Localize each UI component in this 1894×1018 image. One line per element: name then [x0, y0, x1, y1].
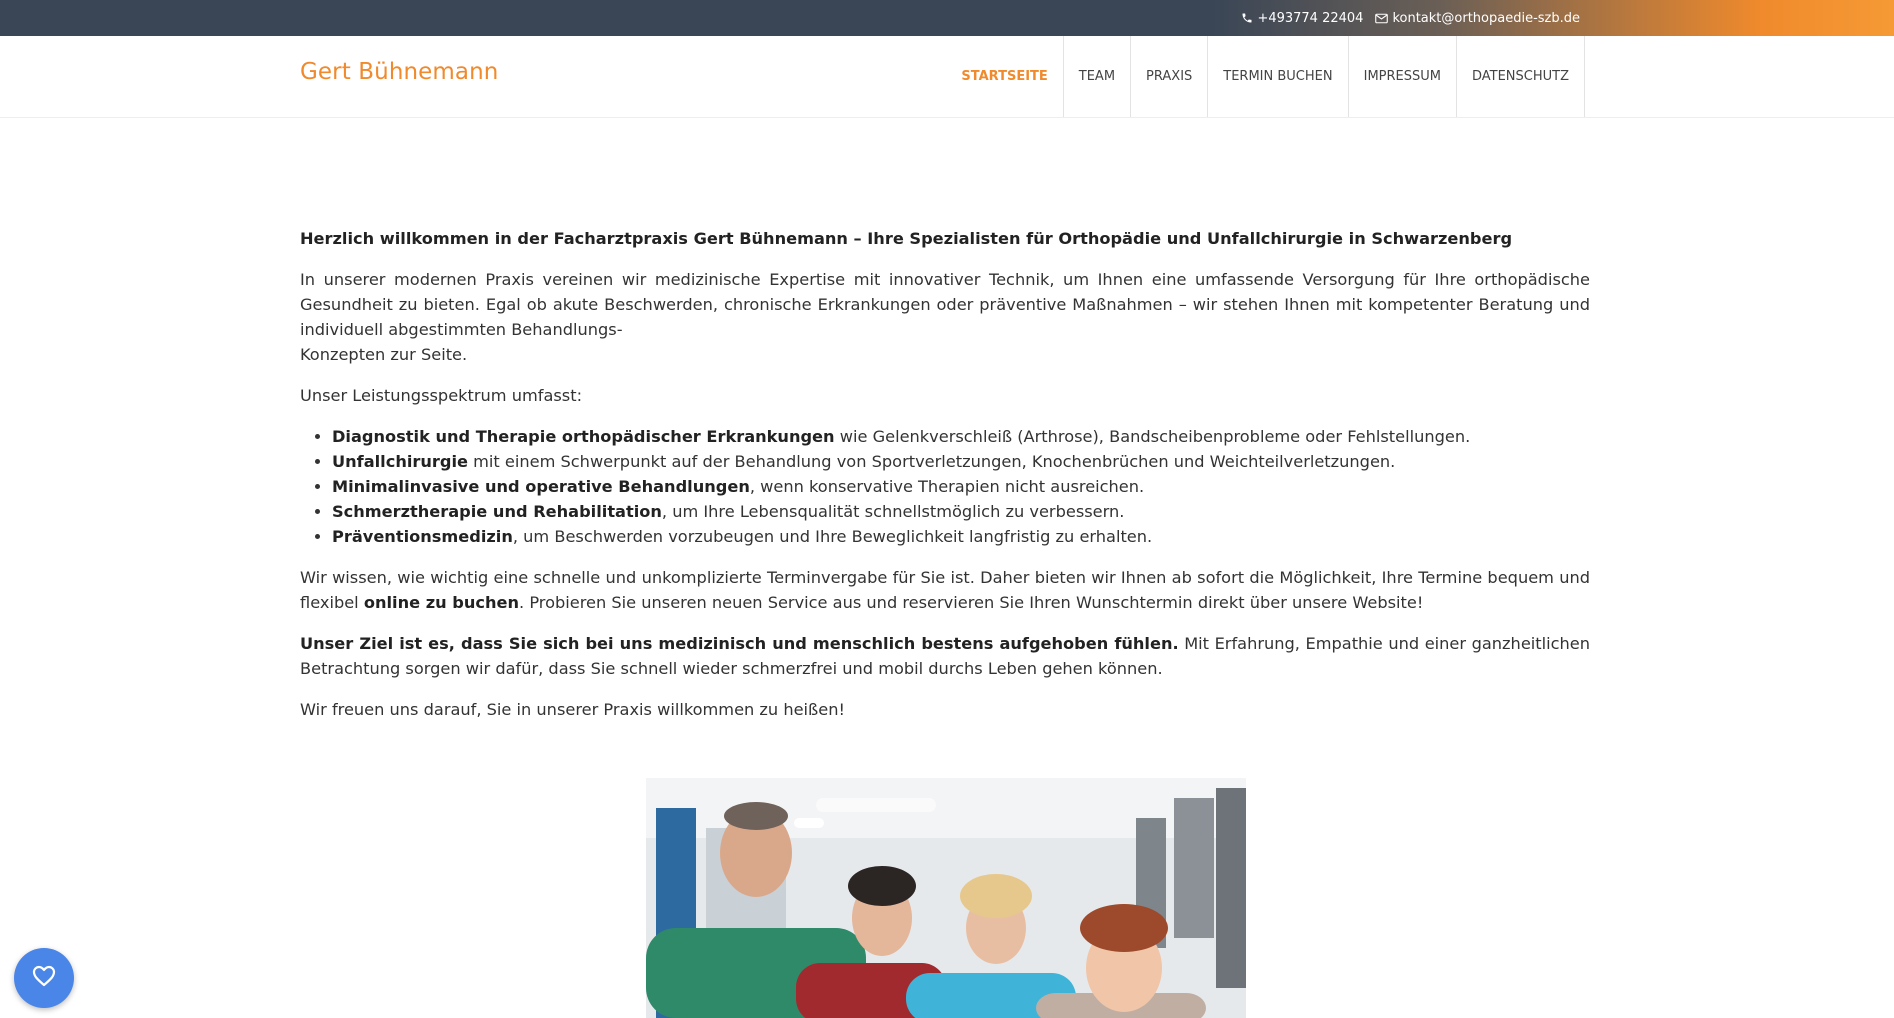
list-item [332, 524, 1590, 549]
list-item [332, 499, 1590, 524]
service-text: , um Ihre Lebensqualität schnellstmöglich zu verbessern. [661, 502, 1125, 521]
service-title: Diagnostik und Therapie orthopädischer Erkrankungen [332, 427, 835, 446]
service-title: Unfallchirurgie [332, 452, 469, 471]
heart-icon [32, 965, 56, 991]
services-list [300, 424, 1590, 549]
service-title: Minimalinvasive und operative Behandlungen [332, 477, 750, 496]
service-title: Schmerztherapie und Rehabilitation [332, 502, 662, 521]
list-item [332, 449, 1590, 474]
booking-paragraph [300, 565, 1590, 615]
list-item [332, 424, 1590, 449]
nav-item-datenschutz[interactable]: DATENSCHUTZ [1457, 36, 1585, 117]
main-content [300, 226, 1590, 738]
nav-item-impressum[interactable]: IMPRESSUM [1349, 36, 1457, 117]
online-booking-link[interactable]: online zu buchen [363, 593, 520, 612]
service-text: , wenn konservative Therapien nicht ausreichen. [749, 477, 1145, 496]
service-title: Präventionsmedizin [332, 527, 513, 546]
phone-icon [1241, 12, 1253, 24]
goal-bold: Unser Ziel ist es, dass Sie sich bei uns medizinisch und menschlich bestens aufgehoben fühlen. [300, 634, 1179, 653]
service-text: wie Gelenkverschleiß (Arthrose), Bandscheibenprobleme oder Fehlstellungen. [834, 427, 1471, 446]
services-heading: Unser Leistungsspektrum umfasst: [300, 386, 583, 405]
phone-link[interactable] [1241, 11, 1363, 26]
list-item [332, 474, 1590, 499]
intro-heading: Herzlich willkommen in der Facharztpraxis Gert Bühnemann – Ihre Spezialisten für Orthopädie und Unfallchirurgie in Schwarzenberg [300, 229, 1513, 248]
site-header [0, 36, 1894, 118]
envelope-icon [1375, 13, 1388, 24]
nav-item-praxis[interactable]: PRAXIS [1131, 36, 1208, 117]
main-nav [946, 36, 1585, 117]
closing-paragraph: Wir freuen uns darauf, Sie in unserer Praxis willkommen zu heißen! [300, 700, 845, 719]
service-text: , um Beschwerden vorzubeugen und Ihre Beweglichkeit langfristig zu erhalten. [512, 527, 1153, 546]
goal-text: Mit Erfahrung, Empathie und einer ganzheitlichen Betrachtung sorgen wir dafür, dass Sie schnell wieder schmerzfrei und mobil durchs Leben gehen können. [300, 634, 1590, 678]
favorite-button[interactable] [14, 948, 74, 1008]
contact-list [1241, 0, 1580, 36]
nav-item-termin-buchen[interactable]: TERMIN BUCHEN [1208, 36, 1348, 117]
nav-item-startseite[interactable]: STARTSEITE [946, 36, 1063, 117]
email-link[interactable] [1375, 11, 1580, 26]
site-logo[interactable]: Gert Bühnemann [300, 59, 499, 85]
booking-text-end: . Probieren Sie unseren neuen Service aus und reservieren Sie Ihren Wunschtermin direkt über unsere Website! [519, 593, 1424, 612]
intro-paragraph [300, 267, 1590, 367]
team-photo-illustration [646, 778, 1246, 1018]
service-text: mit einem Schwerpunkt auf der Behandlung von Sportverletzungen, Knochenbrüchen und Weichteilverletzungen. [468, 452, 1396, 471]
goal-paragraph [300, 631, 1590, 681]
phone-number: +493774 22404 [1257, 10, 1364, 26]
intro-text: In unserer modernen Praxis vereinen wir medizinische Expertise mit innovativer Technik, um Ihnen eine umfassende Versorgung für Ihre orthopädische Gesundheit zu bieten. Egal ob akute Beschwerden, chronische Erkrankungen oder präventive Maßnahmen – wir stehen Ihnen mit kompetenter Beratung und individuell abgestimmten Behandlungs- [300, 270, 1590, 339]
team-photo [646, 778, 1246, 1018]
nav-item-team[interactable]: TEAM [1064, 36, 1131, 117]
email-address: kontakt@orthopaedie-szb.de [1392, 10, 1580, 26]
intro-text-end: Konzepten zur Seite. [300, 345, 468, 364]
top-contact-bar [0, 0, 1894, 36]
booking-text: Wir wissen, wie wichtig eine schnelle und unkomplizierte Terminvergabe für Sie ist. Daher bieten wir Ihnen ab sofort die Möglichkeit, Ihre Termine bequem und flexibel [300, 568, 1590, 612]
